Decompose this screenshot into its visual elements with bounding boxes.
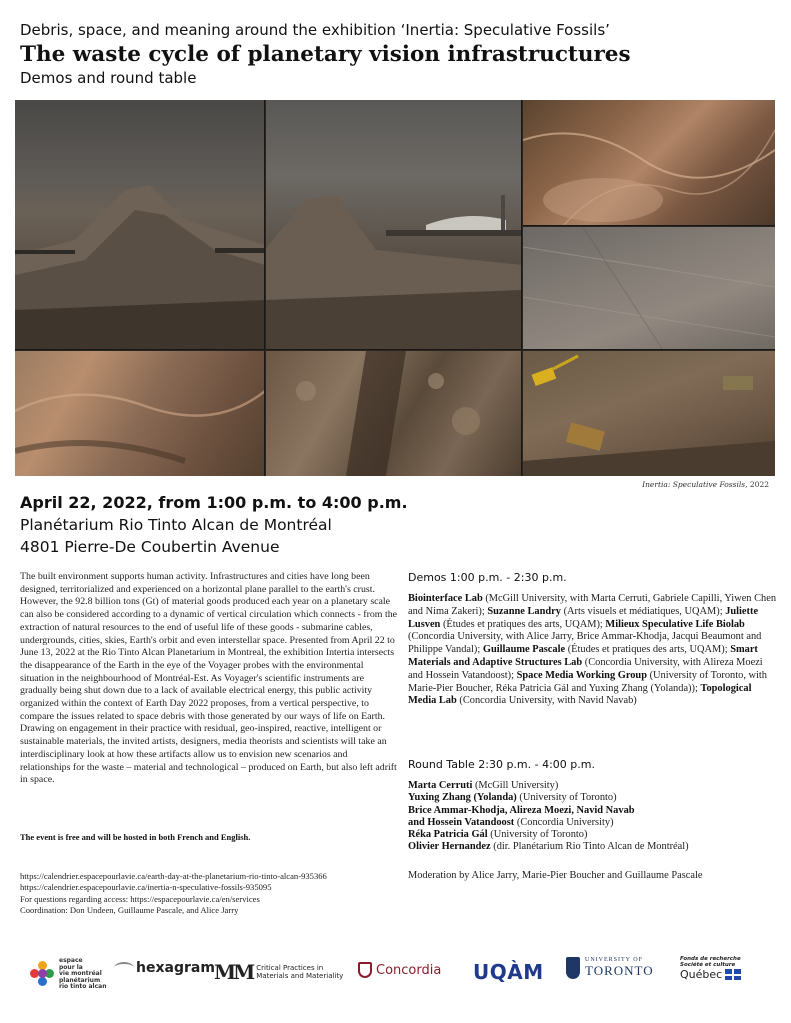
- demo-name: Topological Media Lab: [408, 682, 752, 707]
- participant: [408, 805, 778, 817]
- participant: [408, 817, 778, 829]
- link-inertia[interactable]: https://calendrier.espacepourlavie.ca/inertia-n-speculative-fossils-935095: [20, 882, 272, 893]
- milieux-logo: [214, 960, 343, 984]
- participant-name: Réka Patricia Gál: [408, 829, 488, 841]
- participant-affiliation: (McGill University): [472, 780, 559, 791]
- photo-tile-debris-mound: [15, 100, 265, 350]
- espace-line: espace: [59, 957, 83, 964]
- photo-tile-excavator-site: [523, 351, 775, 476]
- round-table-list: [408, 780, 778, 854]
- participant: [408, 780, 778, 792]
- toronto-logo: [566, 957, 654, 979]
- participant-affiliation: (Concordia University): [514, 816, 614, 828]
- demo-name: Guillaume Pascale: [482, 644, 566, 656]
- photo-tile-aerial-earth: [523, 100, 775, 226]
- participant: [408, 841, 778, 853]
- concordia-text: Concordia: [376, 962, 442, 978]
- concordia-shield-icon: [358, 962, 372, 978]
- moderation-credit: Moderation by Alice Jarry, Marie-Pier Boucher and Guillaume Pascale: [408, 870, 703, 881]
- espace-pour-la-vie-logo: [30, 958, 106, 991]
- espace-line: planétarium: [59, 976, 101, 984]
- espace-text: [59, 958, 106, 991]
- participant-name: Olivier Hernandez: [408, 841, 491, 853]
- participant: [408, 792, 778, 804]
- espace-line: rio tinto alcan: [59, 983, 107, 990]
- participant-affiliation: (University of Toronto): [516, 792, 617, 804]
- demo-name: Milieux Speculative Life Biolab: [605, 618, 745, 630]
- link-earth-day[interactable]: https://calendrier.espacepourlavie.ca/earth-day-at-the-planetarium-rio-tinto-alcan-935366: [20, 871, 327, 881]
- participant-affiliation: (dir. Planétarium Rio Tinto Alcan de Montréal): [490, 841, 689, 853]
- milieux-text-line: Critical Practices in: [256, 964, 324, 972]
- event-type: Demos and round table: [20, 69, 197, 87]
- milieux-text-line: Materials and Materiality: [256, 972, 344, 980]
- hexagram-text: hexagram: [136, 960, 215, 976]
- demo-name: Suzanne Landry: [487, 605, 561, 617]
- participant-name: Brice Ammar-Khodja, Alireza Moezi, Navid Navab: [408, 804, 635, 816]
- participant-name: Marta Cerruti: [408, 780, 473, 791]
- demo-name: Biointerface Lab: [408, 593, 483, 604]
- participant-affiliation: (University of Toronto): [487, 829, 588, 841]
- partner-logos: [20, 952, 780, 1000]
- event-info: [20, 492, 408, 558]
- photo-tile-soil-texture: [15, 351, 265, 476]
- toronto-crest-icon: [566, 957, 580, 979]
- photo-caption: [642, 480, 769, 489]
- frq-line: Société et culture: [680, 962, 736, 968]
- exhibition-photo-collage: [15, 100, 775, 476]
- demo-name: Space Media Working Group: [516, 669, 647, 681]
- frq-quebec-logo: [680, 956, 741, 981]
- participant: [408, 829, 778, 841]
- demo-name: Smart Materials and Adaptive Structures Lab: [408, 644, 758, 668]
- participant-name: Yuxing Zhang (Yolanda): [408, 792, 517, 804]
- exhibition-subtitle: Debris, space, and meaning around the exhibition ‘Inertia: Speculative Fossils’: [20, 21, 610, 39]
- demo-detail: (Arts visuels et médiatiques, UQAM);: [560, 605, 726, 617]
- demo-detail: (University of Toronto, with Marie-Pier Boucher, Réka Patricia Gál and Yuxing Zhang (Yolanda));: [408, 669, 768, 694]
- demos-heading: Demos 1:00 p.m. - 2:30 p.m.: [408, 571, 567, 584]
- toronto-small-text: UNIVERSITY OF: [585, 957, 643, 963]
- free-note: The event is free and will be hosted in both French and English.: [20, 832, 251, 842]
- demos-list: [408, 593, 778, 708]
- event-address: 4801 Pierre-De Coubertin Avenue: [20, 538, 280, 556]
- photo-tile-concrete-surface: [523, 227, 775, 350]
- header: [20, 20, 780, 88]
- access-info: For questions regarding access: https://espacepourlavie.ca/en/services: [20, 893, 260, 904]
- quebec-flag-icon: [725, 969, 741, 980]
- espace-dots-icon: [30, 961, 56, 987]
- caption-title: Inertia: Speculative Fossils: [642, 480, 746, 489]
- links-list: [20, 871, 327, 916]
- coordination-credit: Coordination: Don Undeen, Guillaume Pascale, and Alice Jarry: [20, 904, 239, 915]
- participant-name: and Hossein Vatandoost: [408, 816, 515, 828]
- quebec-text: Québec: [680, 968, 723, 981]
- espace-line: pour la: [59, 963, 83, 971]
- toronto-text: TORONTO: [585, 963, 654, 978]
- demo-name: Juliette Lusven: [408, 605, 759, 630]
- photo-tile-rocky-trench: [266, 351, 522, 476]
- description-paragraph: The built environment supports human activity. Infrastructures and cities have long been designed, territorialized and experienced on a horizontal plane parallel to the earth's crust. However, the 92.8 billion tons (Gt) of material goods produced each year on a planetary scale can also be considered according to a dynamic of vertical circulation which connects - from the extraction of natural resources to the end of useful life of these goods - submarine cables, undergrounds, cities, skies, Earth's orbit and even interstellar space. Presented from April 22 to June 13, 2022 at the Rio Tinto Alcan Planetarium in Montreal, the exhibition Intertia intersects the disappearance of the Earth in the eye of the Voyager probes with the environmental situation in the neighbourhood of Montréal-Est. As Voyager's scientific instruments are gradually being shut down due to a lack of available electrical energy, this public activity organized within the context of Earth Day 2022 proposes, from a vertical perspective, to compare the issues related to space debris with those generated by our ways of life on Earth. Drawing on engagement in their practice with residual, geo-inspired, reactive, intelligent or sustainable materials, the invited artists, designers, media theorists and scientists will take an interdisciplinary look at how these artifacts allow us to envision new scenarios and relationships for the waste – material and technological – produced on Earth, but also left adrift in space.: [20, 571, 398, 786]
- round-table-heading: Round Table 2:30 p.m. - 4:00 p.m.: [408, 758, 595, 771]
- frq-line: Fonds de recherche: [680, 956, 741, 962]
- uqam-logo: UQÀM: [473, 960, 544, 984]
- milieux-mark-icon: MM: [214, 960, 253, 984]
- hexagram-swoosh-icon: [114, 962, 134, 974]
- demo-detail: (Études et pratiques des arts, UQAM);: [440, 618, 606, 630]
- demo-detail: (Concordia University, with Alireza Moezi and Hossein Vatandoost);: [408, 656, 763, 681]
- event-venue: Planétarium Rio Tinto Alcan de Montréal: [20, 516, 332, 534]
- event-date: April 22, 2022, from 1:00 p.m. to 4:00 p.m.: [20, 493, 408, 512]
- demo-detail: (Concordia University, with Navid Navab): [456, 695, 637, 707]
- demo-detail: (Concordia University, with Alice Jarry, Brice Ammar-Khodja, Jacqui Beaumont and Philippe Vandal);: [408, 631, 762, 656]
- demo-detail: (Études et pratiques des arts, UQAM);: [565, 644, 731, 656]
- demo-detail: (McGill University, with Marta Cerruti, Gabriele Capilli, Yiwen Chen and Nima Zakeri);: [408, 593, 777, 617]
- caption-year: , 2022: [745, 480, 769, 489]
- photo-tile-stadium-pile: [266, 100, 522, 350]
- espace-line: vie montréal: [59, 970, 102, 977]
- concordia-logo: [358, 962, 441, 978]
- page-title: The waste cycle of planetary vision infrastructures: [20, 42, 631, 67]
- hexagram-logo: [114, 960, 215, 976]
